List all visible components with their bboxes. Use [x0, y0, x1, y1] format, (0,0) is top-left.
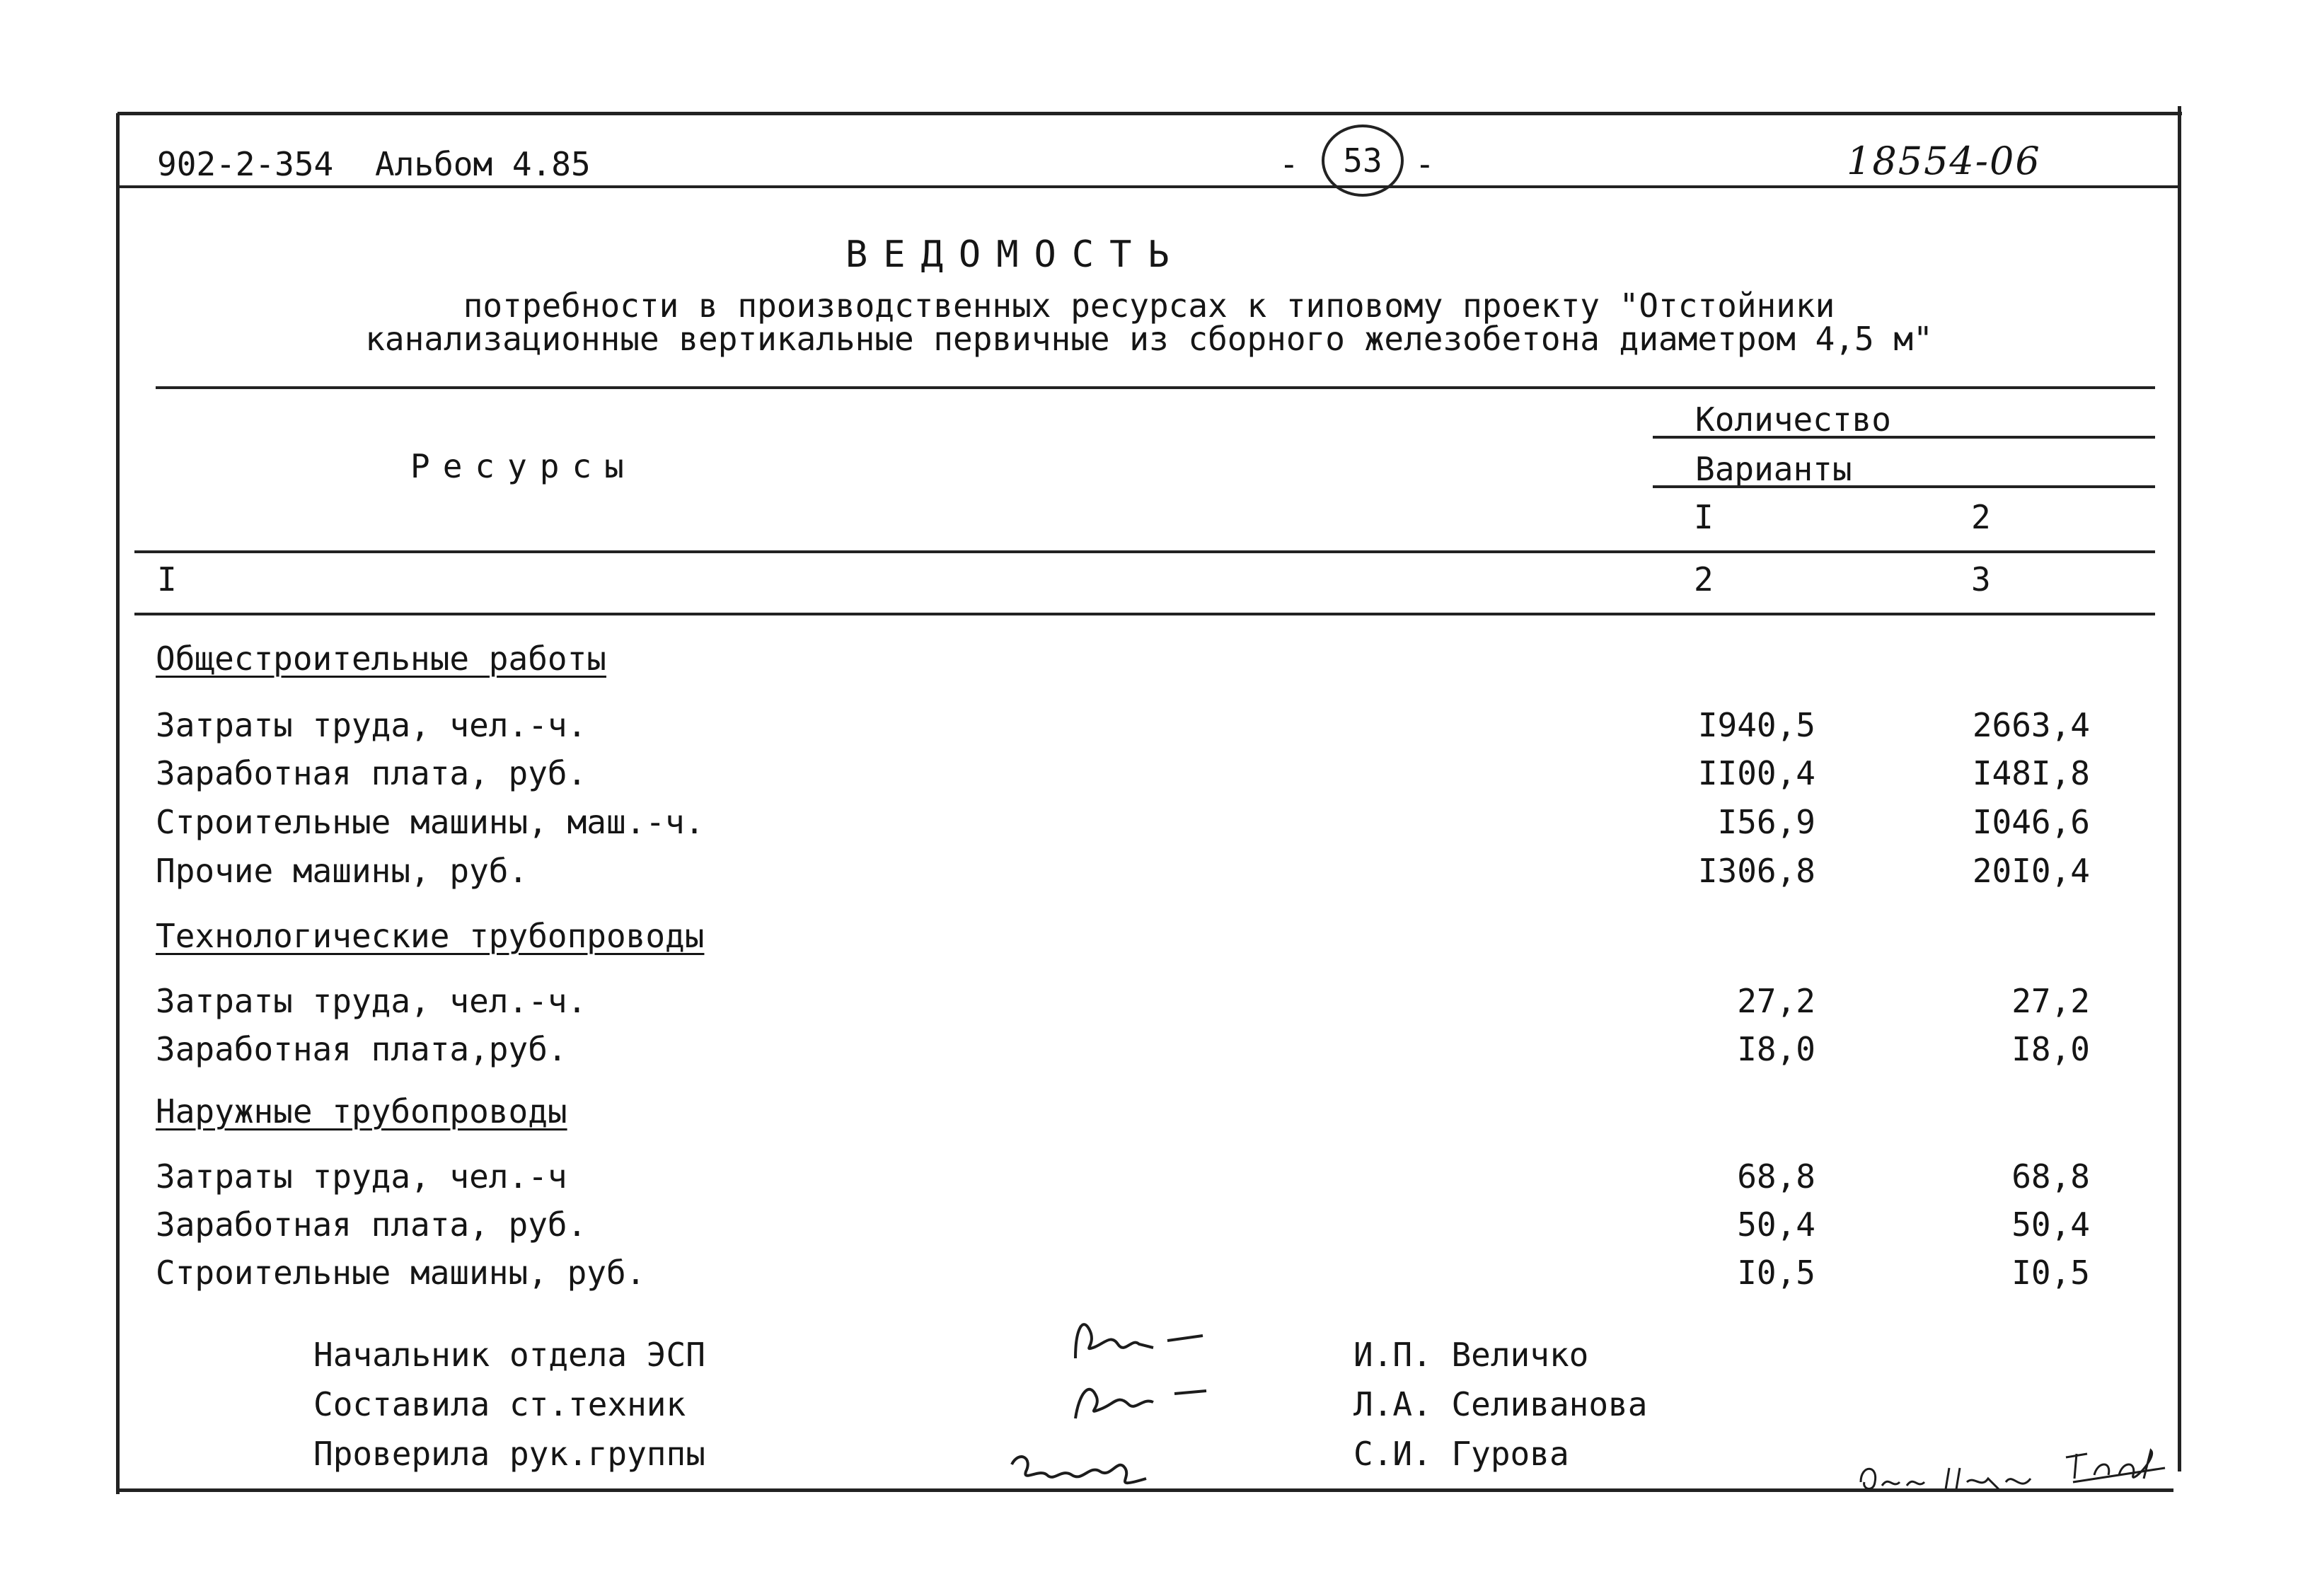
section-title: Общестроительные работы	[156, 640, 606, 678]
variant-2-value: 68,8	[2011, 1157, 2090, 1196]
column-numbers-top-rule	[134, 550, 2155, 553]
signatory-name: С.И. Гурова	[1353, 1435, 1569, 1473]
document-subtitle-line2: канализационные вертикальные первичные из сборного железобетона диаметром 4,5 м"	[365, 320, 1933, 358]
variant-2-value: 50,4	[2011, 1205, 2090, 1244]
column-number-1: I	[157, 560, 177, 598]
resource-label: Заработная плата,руб.	[156, 1030, 567, 1068]
table-top-rule	[156, 386, 2155, 389]
frame-top-border	[117, 112, 2182, 115]
variant-2-value: 20I0,4	[1972, 852, 2090, 890]
signatory-name: И.П. Величко	[1353, 1336, 1589, 1374]
variant-1-value: 27,2	[1737, 982, 1815, 1020]
variant-2-value: I046,6	[1972, 803, 2090, 841]
variant-1-value: I0,5	[1737, 1254, 1815, 1292]
variant-2-header: 2	[1971, 498, 1991, 536]
variant-1-value: I940,5	[1697, 706, 1815, 744]
variant-2-value: I8,0	[2011, 1030, 2090, 1068]
handwritten-signature	[1058, 1365, 1213, 1432]
resource-label: Строительные машины, руб.	[156, 1254, 646, 1292]
handwritten-initials	[2059, 1436, 2172, 1496]
resources-header: Ресурсы	[410, 447, 637, 485]
variant-2-value: I0,5	[2011, 1254, 2090, 1292]
page-number: 53	[1322, 125, 1404, 197]
header-rule	[117, 185, 2178, 188]
section-title: Наружные трубопроводы	[156, 1092, 567, 1130]
variants-rule	[1653, 485, 2155, 488]
variant-1-value: I306,8	[1697, 852, 1815, 890]
handwritten-date-note	[1854, 1450, 2038, 1503]
variant-2-value: I48I,8	[1972, 754, 2090, 792]
variant-1-value: II00,4	[1697, 754, 1815, 792]
column-number-2: 2	[1694, 560, 1714, 598]
handwritten-signature	[1005, 1436, 1167, 1503]
inventory-stamp: 18554-06	[1847, 139, 2041, 183]
variant-2-value: 27,2	[2011, 982, 2090, 1020]
signatory-role: Начальник отдела ЭСП	[313, 1336, 705, 1374]
resource-label: Затраты труда, чел.-ч	[156, 1157, 567, 1196]
resource-label: Затраты труда, чел.-ч.	[156, 706, 587, 744]
variant-1-header: I	[1694, 498, 1714, 536]
column-number-3: 3	[1971, 560, 1991, 598]
page-dash-left: -	[1279, 145, 1299, 183]
resource-label: Затраты труда, чел.-ч.	[156, 982, 587, 1020]
section-title: Технологические трубопроводы	[156, 917, 705, 955]
signatory-role: Проверила рук.группы	[313, 1435, 705, 1473]
variants-header: Варианты	[1695, 450, 1852, 488]
variant-1-value: 50,4	[1737, 1205, 1815, 1244]
column-numbers-bottom-rule	[134, 613, 2155, 615]
quantity-rule	[1653, 436, 2155, 439]
resource-label: Заработная плата, руб.	[156, 754, 587, 792]
page-dash-right: -	[1415, 145, 1435, 183]
document-code: 902-2-354	[157, 145, 334, 183]
resource-label: Заработная плата, руб.	[156, 1205, 587, 1244]
signatory-role: Составила ст.техник	[313, 1385, 686, 1423]
variant-1-value: I56,9	[1717, 803, 1815, 841]
resource-label: Строительные машины, маш.-ч.	[156, 803, 705, 841]
album-label: Альбом 4.85	[375, 145, 591, 183]
document-title: ВЕДОМОСТЬ	[845, 233, 1185, 276]
variant-1-value: I8,0	[1737, 1030, 1815, 1068]
quantity-header: Количество	[1695, 400, 1891, 439]
signatory-name: Л.А. Селиванова	[1353, 1385, 1648, 1423]
variant-2-value: 2663,4	[1972, 706, 2090, 744]
variant-1-value: 68,8	[1737, 1157, 1815, 1196]
resource-label: Прочие машины, руб.	[156, 852, 529, 890]
document-subtitle-line1: потребности в производственных ресурсах к типовому проекту "Отстойники	[463, 287, 1835, 325]
